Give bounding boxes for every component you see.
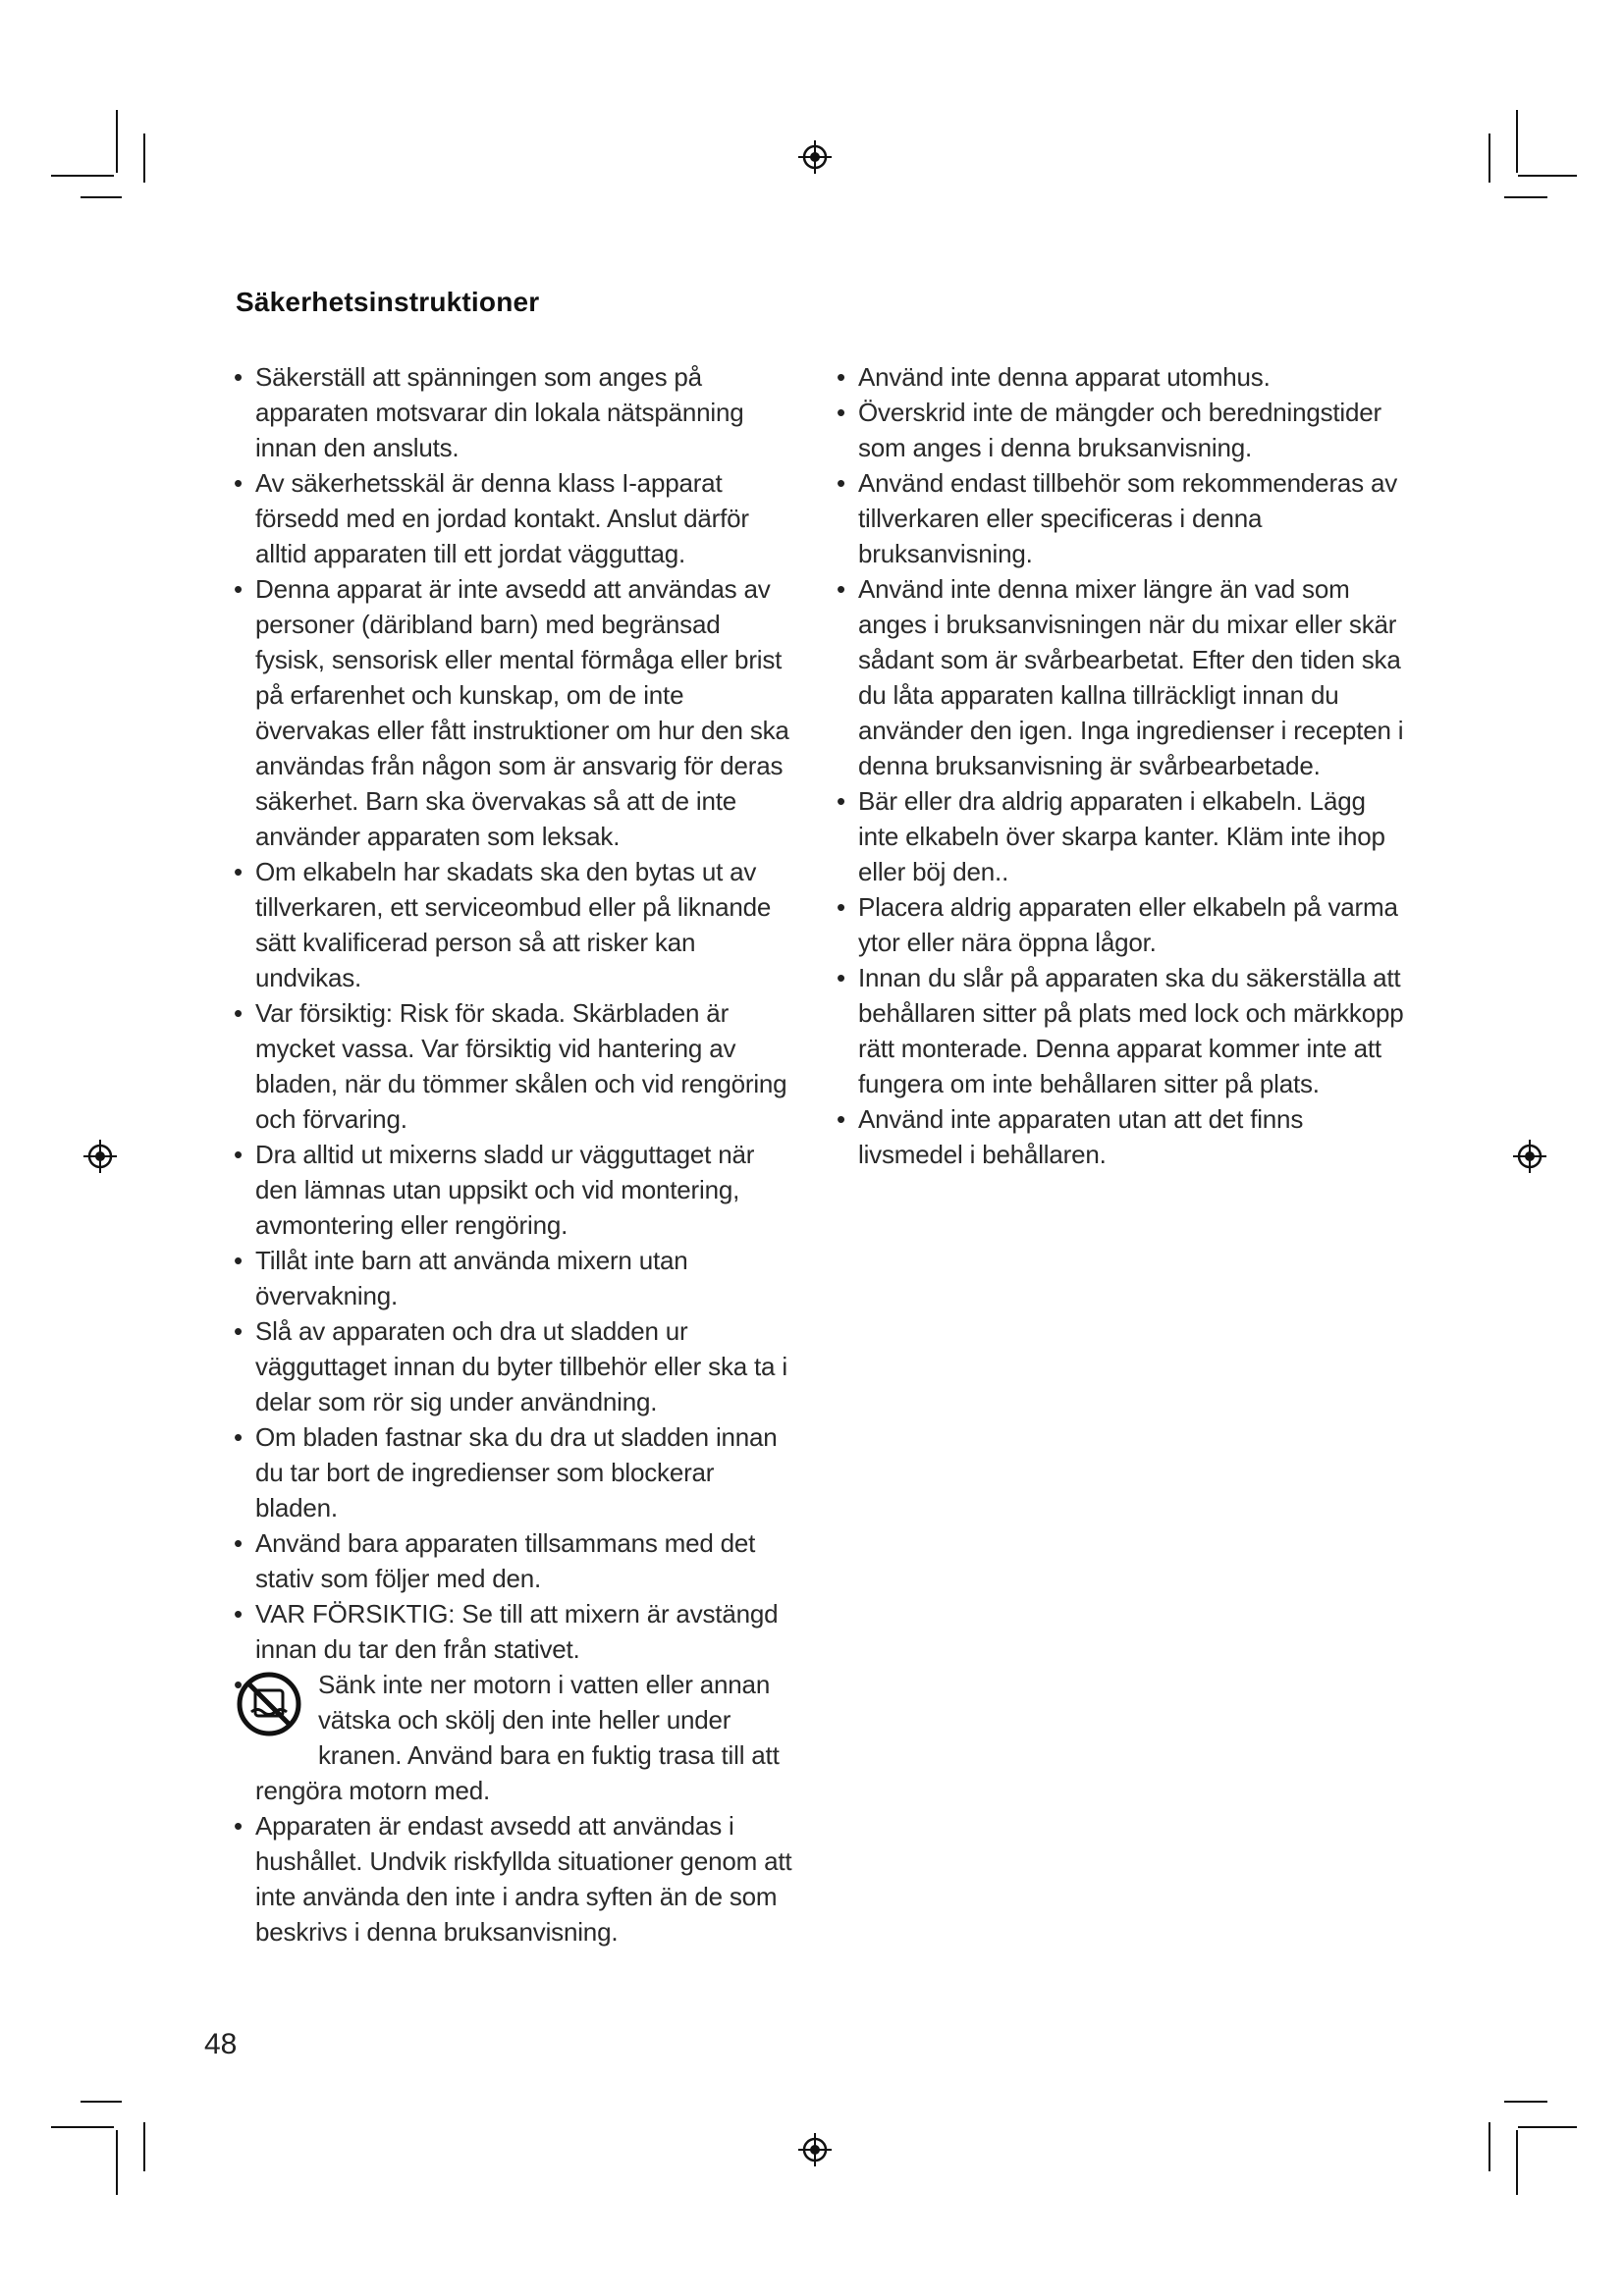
list-item: • Innan du slår på apparaten ska du säkerställa att behållaren sitter på plats med lock och märkkopp rätt monterade. Denna apparat kommer inte att fungera om inte behållaren sitter på plats. (837, 960, 1406, 1101)
list-item: • Placera aldrig apparaten eller elkabeln på varma ytor eller nära öppna lågor. (837, 889, 1406, 960)
list-item: • Överskrid inte de mängder och beredningstider som anges i denna bruksanvisning. (837, 395, 1406, 465)
list-item: • Säkerställ att spänningen som anges på apparaten motsvarar din lokala nätspänning innan den ansluts. (234, 359, 793, 465)
list-item: • Använd bara apparaten tillsammans med det stativ som följer med den. (234, 1525, 793, 1596)
right-column-list (837, 359, 1406, 1172)
list-item: • Om bladen fastnar ska du dra ut sladden innan du tar bort de ingredienser som blockerar bladen. (234, 1419, 793, 1525)
crop-mark (1504, 196, 1547, 198)
list-item-text: Sänk inte ner motorn i vatten eller annan vätska och skölj den inte heller under kranen. Använd bara en fuktig trasa till att rengöra motorn med. (255, 1670, 780, 1805)
crop-mark (51, 2126, 114, 2128)
crop-mark (116, 110, 118, 173)
registration-mark-icon (797, 2132, 833, 2167)
registration-mark-icon (82, 1139, 118, 1174)
section-title: Säkerhetsinstruktioner (236, 287, 540, 317)
list-item: • Om elkabeln har skadats ska den bytas ut av tillverkaren, ett serviceombud eller på liknande sätt kvalificerad person så att risker kan undvikas. (234, 854, 793, 995)
list-item: • Använd endast tillbehör som rekommenderas av tillverkaren eller specificeras i denna bruksanvisning. (837, 465, 1406, 571)
list-item: • Slå av apparaten och dra ut sladden ur vägguttaget innan du byter tillbehör eller ska ta i delar som rör sig under användning. (234, 1313, 793, 1419)
crop-mark (1518, 2126, 1577, 2128)
list-item: • Använd inte denna mixer längre än vad som anges i bruksanvisningen när du mixar eller skär sådant som är svårbearbetat. Efter den tiden ska du låta apparaten kallna tillräckligt innan du använder den igen. Inga ingredienser i recepten i denna bruksanvisning är svårbearbetade. (837, 571, 1406, 783)
list-item: • Bär eller dra aldrig apparaten i elkabeln. Lägg inte elkabeln över skarpa kanter. Kläm inte ihop eller böj den.. (837, 783, 1406, 889)
registration-mark-icon (797, 139, 833, 175)
list-item: • Apparaten är endast avsedd att användas i hushållet. Undvik riskfyllda situationer genom att inte använda den inte i andra syften än de som beskrivs i denna bruksanvisning. (234, 1808, 793, 1949)
crop-mark (1516, 2130, 1518, 2195)
list-item: • VAR FÖRSIKTIG: Se till att mixern är avstängd innan du tar den från stativet. (234, 1596, 793, 1667)
crop-mark (143, 133, 145, 183)
list-item: • Använd inte apparaten utan att det finns livsmedel i behållaren. (837, 1101, 1406, 1172)
crop-mark (116, 2130, 118, 2195)
list-item: • Tillåt inte barn att använda mixern utan övervakning. (234, 1243, 793, 1313)
left-column-list (234, 359, 793, 1949)
crop-mark (1489, 133, 1490, 183)
crop-mark (51, 175, 114, 177)
registration-mark-icon (1512, 1139, 1547, 1174)
list-item-with-icon (234, 1667, 793, 1808)
crop-mark (81, 2101, 122, 2103)
list-item: • Dra alltid ut mixerns sladd ur vägguttaget när den lämnas utan uppsikt och vid montering, avmontering eller rengöring. (234, 1137, 793, 1243)
crop-mark (1518, 175, 1577, 177)
list-item: • Denna apparat är inte avsedd att användas av personer (däribland barn) med begränsad fysisk, sensorisk eller mental förmåga eller brist på erfarenhet och kunskap, om de inte övervakas eller fått instruktioner om hur den ska användas från någon som är ansvarig för deras säkerhet. Barn ska övervakas så att de inte använder apparaten som leksak. (234, 571, 793, 854)
page-number: 48 (204, 2028, 238, 2060)
list-item: • Var försiktig: Risk för skada. Skärbladen är mycket vassa. Var försiktig vid hantering av bladen, när du tömmer skålen och vid rengöring och förvaring. (234, 995, 793, 1137)
no-immersion-in-water-icon (234, 1669, 304, 1739)
crop-mark (1489, 2122, 1490, 2171)
list-item: • Av säkerhetsskäl är denna klass I-apparat försedd med en jordad kontakt. Anslut därför alltid apparaten till ett jordat vägguttag. (234, 465, 793, 571)
crop-mark (1516, 110, 1518, 173)
crop-mark (1504, 2101, 1547, 2103)
crop-mark (81, 196, 122, 198)
list-item: • Använd inte denna apparat utomhus. (837, 359, 1406, 395)
crop-mark (143, 2122, 145, 2171)
